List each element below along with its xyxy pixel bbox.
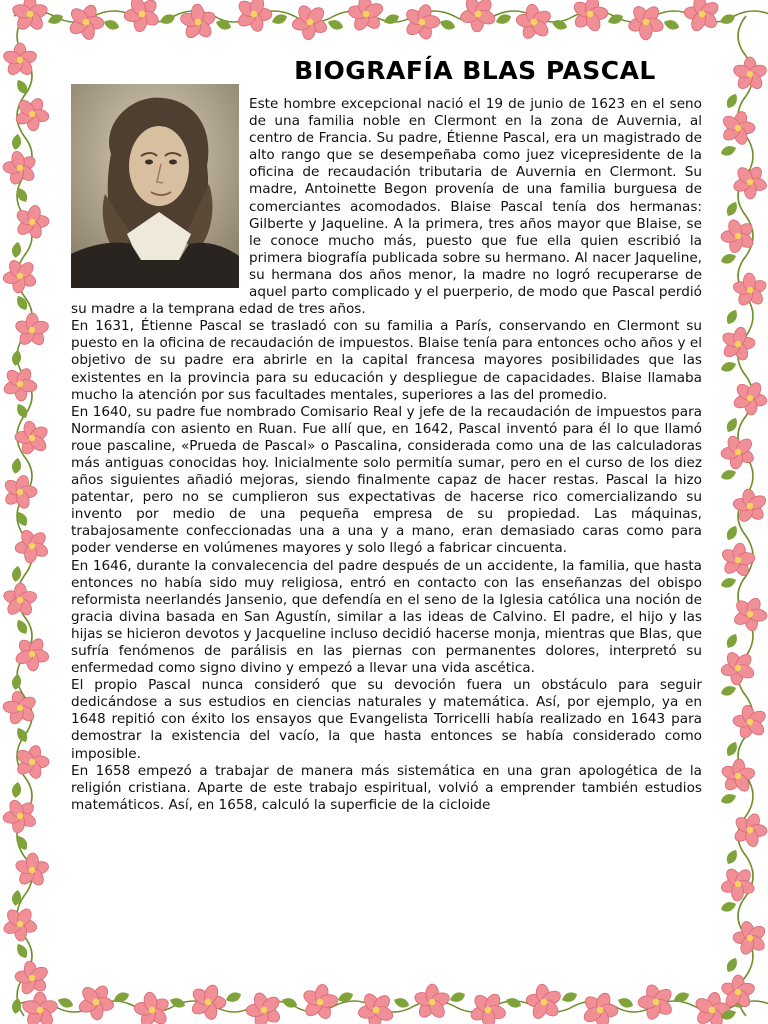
flower-icon (7, 306, 56, 355)
flower-icon (189, 982, 227, 1022)
leaf-icon (438, 18, 456, 32)
flower-icon (717, 862, 759, 906)
leaf-icon (448, 990, 466, 1004)
leaf-icon (560, 990, 578, 1004)
flower-icon (10, 740, 54, 783)
leaf-icon (14, 294, 30, 312)
flower-icon (0, 144, 44, 193)
leaf-icon (224, 990, 242, 1004)
flower-icon (458, 0, 498, 33)
leaf-icon (724, 632, 740, 650)
leaf-icon (158, 12, 176, 26)
portrait-spacer (71, 96, 249, 288)
flower-icon (623, 0, 668, 45)
leaf-icon (718, 12, 736, 26)
flower-icon (0, 791, 45, 841)
leaf-icon (326, 18, 344, 32)
flower-icon (719, 325, 756, 364)
page-title: BIOGRAFÍA BLAS PASCAL (294, 56, 656, 85)
leaf-icon (11, 133, 23, 150)
leaf-icon (14, 942, 30, 960)
flower-icon (355, 990, 396, 1024)
biography-text (71, 96, 702, 814)
flower-icon (0, 688, 41, 729)
flower-icon (398, 0, 446, 45)
flower-icon (464, 986, 512, 1024)
flower-icon (295, 978, 345, 1024)
flower-icon (725, 158, 768, 207)
leaf-icon (724, 848, 740, 866)
leaf-icon (724, 308, 740, 326)
flower-icon (682, 0, 722, 35)
flower-icon (9, 415, 56, 461)
leaf-icon (11, 349, 23, 366)
flower-icon (732, 57, 768, 91)
leaf-icon (392, 996, 410, 1010)
flower-icon (564, 0, 616, 40)
leaf-icon (724, 956, 740, 974)
flower-icon (716, 106, 760, 149)
flower-icon (727, 699, 768, 745)
leaf-icon (11, 889, 23, 906)
flower-icon (725, 481, 768, 531)
flower-icon (238, 984, 289, 1024)
flower-icon (574, 984, 626, 1024)
flower-icon (2, 43, 38, 77)
leaf-icon (724, 200, 740, 218)
flower-icon (11, 0, 49, 32)
leaf-icon (662, 18, 680, 32)
leaf-icon (102, 18, 120, 32)
leaf-icon (719, 792, 737, 806)
flower-icon (726, 806, 768, 855)
paragraph-1: Este hombre excepcional nació el 19 de junio de 1623 en el seno de una familia noble en Clermont en la zona de Auvernia, al centro de Francia. Su padre, Étienne Pascal, era un magistrado de alto rango que se desempeñaba como juez vicepresidente de la oficina de recaudación tributaria de Auvernia en Clermont. Su madre, Antoinette Begon provenía de una familia burguesa de comerciantes acomodados. Blaise Pascal tenía dos hermanas: Gilberte y Jaqueline. A la primera, tres años mayor que Blaise, se le conoce mucho más, puesto que fue ella quien escribió la primera biografía publicada sobre su hermano. Al nacer Jaqueline, su hermana dos años menor, la madre no logró recuperarse de aquel parto complicado y el puerperio, de modo que Pascal perdió su madre a la temprana edad de tres años. (71, 96, 702, 318)
leaf-icon (382, 12, 400, 26)
leaf-icon (724, 92, 740, 110)
flower-icon (729, 377, 768, 419)
leaf-icon (719, 576, 737, 590)
leaf-icon (11, 781, 23, 798)
paragraph-4: En 1646, durante la convalecencia del padre después de un accidente, la familia, que hasta entonces no había sido muy religiosa, entró en contacto con las enseñanzas del obispo reformista neerlandés Jansenio, que defendía en el seno de la Iglesia católica una noción de gracia divina basada en San Agustín, similar a las ideas de Calvino. El padre, el hijo y las hijas se hicieron devotos y Jacqueline incluso decidió hacerse monja, mientras que Blas, que sufría fenómenos de parálisis en las piernas con permanentes dolores, interpretó su enfermedad como signo divino y empezó a llevar una vida ascética. (71, 557, 702, 677)
flower-icon (286, 0, 335, 47)
leaf-icon (719, 360, 737, 374)
flower-icon (509, 0, 559, 46)
leaf-icon (724, 524, 740, 542)
flower-icon (714, 536, 762, 583)
flower-icon (713, 211, 762, 261)
flower-icon (12, 525, 51, 566)
flower-icon (21, 992, 59, 1024)
flower-icon (0, 577, 42, 623)
leaf-icon (719, 900, 737, 914)
flower-icon (523, 981, 564, 1024)
flower-icon (0, 902, 41, 945)
flower-icon (8, 90, 56, 137)
flower-icon (11, 848, 53, 892)
leaf-icon (14, 726, 30, 744)
leaf-icon (719, 252, 737, 266)
flower-icon (235, 0, 272, 34)
leaf-icon (14, 78, 30, 96)
paragraph-2: En 1631, Étienne Pascal se trasladó con su familia a París, conservando en Clermont su puesto en la oficina de recaudación de impuestos. Blaise tenía para entonces ocho años y el objetivo de su padre era abrirle en la capital francesa mayores posibilidades que las existentes en la provincia para su educación y despliegue de capacidades. Blaise llamaba mucho la atención por sus facultades mentales, superiores a las del promedio. (71, 318, 702, 403)
flower-icon (61, 0, 110, 46)
flower-icon (174, 0, 221, 46)
flower-icon (127, 985, 177, 1024)
flower-icon (732, 919, 768, 956)
leaf-icon (11, 673, 23, 690)
leaf-icon (56, 996, 74, 1010)
flower-icon (718, 649, 758, 687)
leaf-icon (719, 684, 737, 698)
flower-icon (729, 594, 768, 634)
paragraph-6: En 1658 empezó a trabajar de manera más sistemática en una gran apologética de la religión cristiana. Aparte de este trabajo espiritual, volvió a emprender también estudios matemáticos. Así, en 1658, calculó la superficie de la cicloide (71, 762, 702, 813)
leaf-icon (11, 457, 23, 474)
flower-icon (0, 467, 45, 517)
leaf-icon (724, 416, 740, 434)
paragraph-5: El propio Pascal nunca consideró que su devoción fuera un obstáculo para seguir dedicándose a sus estudios en ciencias naturales y matemática. Así, por ejemplo, ya en 1648 repitió con éxito los ensayos que Evangelista Torricelli había realizado en 1643 para demostrar la existencia del vacío, la que hasta entonces se había considerado como imposible. (71, 677, 702, 762)
flower-icon (116, 0, 168, 40)
leaf-icon (270, 12, 288, 26)
leaf-icon (11, 241, 23, 258)
leaf-icon (616, 996, 634, 1010)
leaf-icon (504, 996, 522, 1010)
paragraph-3: En 1640, su padre fue nombrado Comisario Real y jefe de la recaudación de impuestos para Normandía con asiento en Ruan. Fue allí que, en 1642, Pascal inventó para él lo que llamó roue pascaline, «Prueda de Pascal» o Pascalina, considerada como una de las calculadoras más antiguas conocidas hoy. Inicialmente solo permitía sumar, pero en el curso de los diez años siguientes añadió mejoras, siendo finalmente capaz de hacer restas. Pascal la hizo patentar, pero no se cumplieron sus expectativas de hacerse rico comercializando su invento por medio de una pequeña empresa de su propiedad. Las máquinas, trabajosamente confeccionadas una a una y a mano, eran demasiado caras como para poder venderse en volúmenes mayores y solo llegó a fabricar cincuenta. (71, 403, 702, 557)
leaf-icon (719, 468, 737, 482)
leaf-icon (719, 144, 737, 158)
flower-icon (727, 267, 768, 313)
